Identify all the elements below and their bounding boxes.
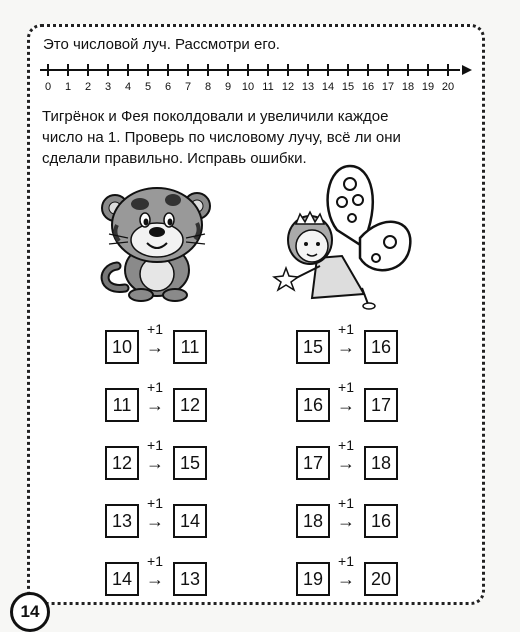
plus-one-label: +1 xyxy=(338,553,354,569)
start-number-box: 16 xyxy=(296,388,330,422)
start-number-box: 18 xyxy=(296,504,330,538)
plus-one-label: +1 xyxy=(147,437,163,453)
plus-one-label: +1 xyxy=(338,321,354,337)
number-line-label: 20 xyxy=(441,81,455,93)
number-line-label: 13 xyxy=(301,81,315,93)
number-line-label: 0 xyxy=(44,81,52,93)
answer-box[interactable]: 12 xyxy=(173,388,207,422)
number-line-label: 17 xyxy=(381,81,395,93)
tiger-pair xyxy=(105,437,255,480)
number-line-label: 12 xyxy=(281,81,295,93)
right-arrow-icon: → xyxy=(146,569,164,589)
number-line-label: 3 xyxy=(104,81,112,93)
answer-box[interactable]: 13 xyxy=(173,562,207,596)
number-line-label: 15 xyxy=(341,81,355,93)
right-arrow-icon: → xyxy=(337,569,355,589)
start-number-box: 19 xyxy=(296,562,330,596)
number-line xyxy=(30,54,475,94)
answer-box[interactable]: 17 xyxy=(364,388,398,422)
number-line-label: 7 xyxy=(184,81,192,93)
plus-one-label: +1 xyxy=(338,437,354,453)
answer-box[interactable]: 14 xyxy=(173,504,207,538)
right-arrow-icon: → xyxy=(146,337,164,357)
plus-one-label: +1 xyxy=(147,495,163,511)
number-line-label: 4 xyxy=(124,81,132,93)
answer-box[interactable]: 16 xyxy=(364,330,398,364)
number-line-label: 16 xyxy=(361,81,375,93)
fairy-pair xyxy=(296,553,446,596)
number-line-label: 2 xyxy=(84,81,92,93)
number-line-label: 8 xyxy=(204,81,212,93)
number-line-label: 10 xyxy=(241,81,255,93)
plus-one-label: +1 xyxy=(338,379,354,395)
plus-one-label: +1 xyxy=(147,321,163,337)
fairy-pair xyxy=(296,437,446,480)
page-number: 14 xyxy=(10,592,50,632)
fairy-pair xyxy=(296,495,446,538)
number-line-label: 19 xyxy=(421,81,435,93)
right-arrow-icon: → xyxy=(337,395,355,415)
right-arrow-icon: → xyxy=(146,453,164,473)
tiger-pair xyxy=(105,379,255,422)
start-number-box: 11 xyxy=(105,388,139,422)
answer-box[interactable]: 20 xyxy=(364,562,398,596)
start-number-box: 10 xyxy=(105,330,139,364)
start-number-box: 12 xyxy=(105,446,139,480)
task-line: число на 1. Проверь по числовому лучу, всё ли они xyxy=(42,129,401,146)
number-line-label: 9 xyxy=(224,81,232,93)
right-arrow-icon: → xyxy=(337,511,355,531)
start-number-box: 13 xyxy=(105,504,139,538)
right-arrow-icon: → xyxy=(146,511,164,531)
number-line-label: 1 xyxy=(64,81,72,93)
fairy-pair xyxy=(296,321,446,364)
answer-box[interactable]: 15 xyxy=(173,446,207,480)
answer-box[interactable]: 11 xyxy=(173,330,207,364)
tiger-pair xyxy=(105,495,255,538)
fairy-pair xyxy=(296,379,446,422)
intro-text: Это числовой луч. Рассмотри его. xyxy=(43,36,280,53)
tiger-pair xyxy=(105,553,255,596)
answer-box[interactable]: 16 xyxy=(364,504,398,538)
right-arrow-icon: → xyxy=(146,395,164,415)
plus-one-label: +1 xyxy=(338,495,354,511)
start-number-box: 15 xyxy=(296,330,330,364)
start-number-box: 17 xyxy=(296,446,330,480)
fairy-illustration xyxy=(272,158,422,316)
task-line: сделали правильно. Исправь ошибки. xyxy=(42,150,307,167)
task-line: Тигрёнок и Фея поколдовали и увеличили каждое xyxy=(42,108,389,125)
number-line-label: 11 xyxy=(262,81,274,93)
start-number-box: 14 xyxy=(105,562,139,596)
number-line-label: 6 xyxy=(164,81,172,93)
answer-box[interactable]: 18 xyxy=(364,446,398,480)
number-line-label: 18 xyxy=(401,81,415,93)
tiger-illustration xyxy=(95,180,220,305)
right-arrow-icon: → xyxy=(337,337,355,357)
number-line-label: 5 xyxy=(144,81,152,93)
number-line-arrowhead xyxy=(462,65,472,75)
tiger-pair xyxy=(105,321,255,364)
plus-one-label: +1 xyxy=(147,553,163,569)
right-arrow-icon: → xyxy=(337,453,355,473)
plus-one-label: +1 xyxy=(147,379,163,395)
number-line-label: 14 xyxy=(321,81,335,93)
